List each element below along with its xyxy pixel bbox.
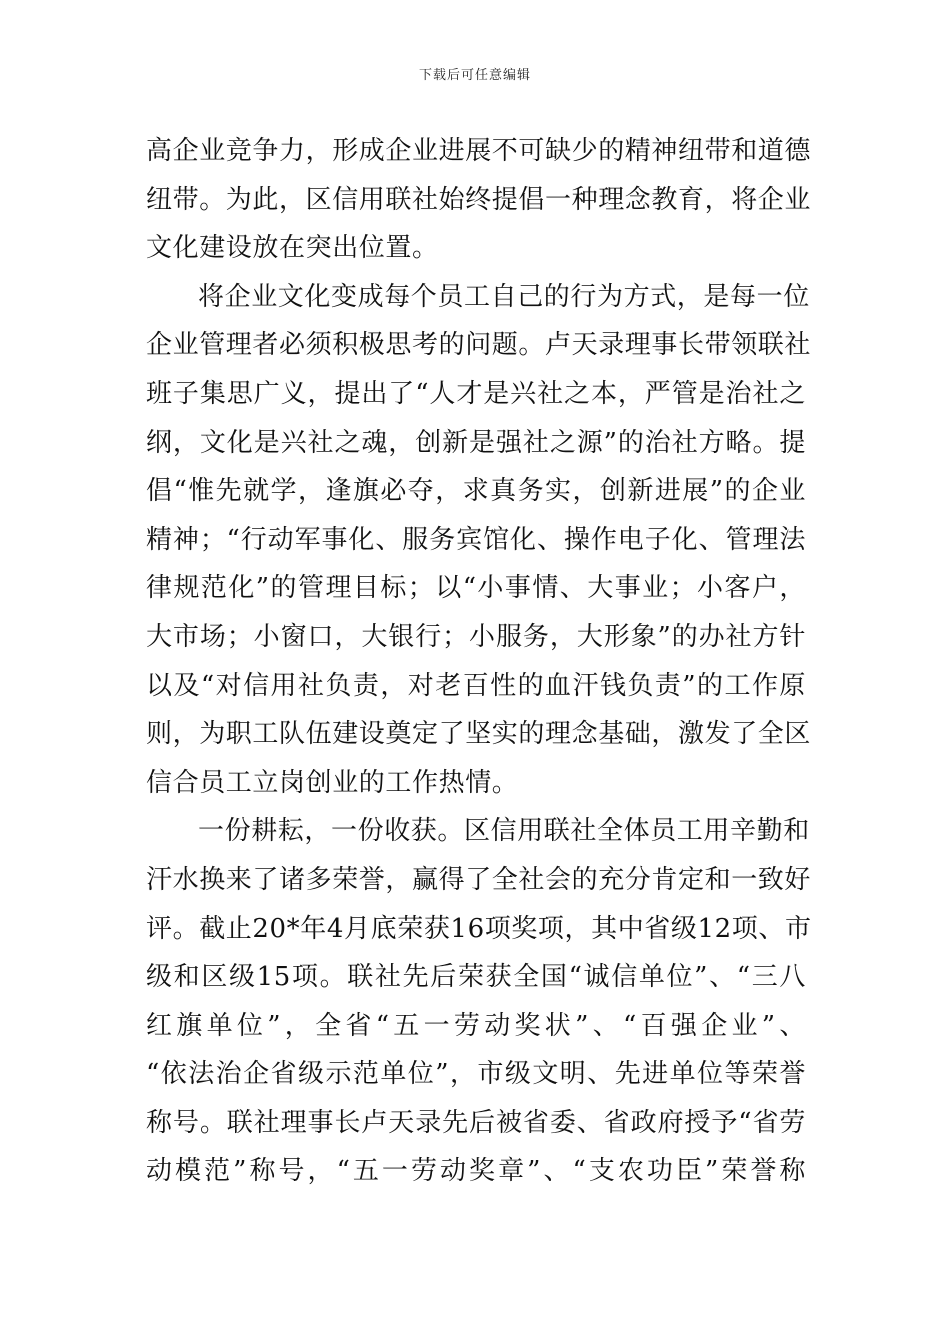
text-line: “依法治企省级示范单位”，市级文明、先进单位等荣誉 [146, 1059, 806, 1090]
text-line: 纽带。为此，区信用联社始终提倡一种理念教育，将企业 [146, 184, 812, 215]
text-line: 将企业文化变成每个员工自己的行为方式，是每一位 [198, 281, 810, 312]
text-line: 一份耕耘，一份收获。区信用联社全体员工用辛勤和 [198, 816, 810, 847]
text-line: 级和区级15项。联社先后荣获全国“诚信单位”、“三八 [146, 962, 806, 993]
text-line: 以及“对信用社负责，对老百性的血汗钱负责”的工作原 [146, 670, 806, 701]
text-line: 评。截止20*年4月底荣获16项奖项，其中省级12项、市 [146, 913, 812, 944]
text-line: 企业管理者必须积极思考的问题。卢天录理事长带领联社 [146, 330, 812, 361]
text-line: 汗水换来了诸多荣誉，赢得了全社会的充分肯定和一致好 [146, 864, 812, 895]
text-line: 信合员工立岗创业的工作热情。 [146, 767, 519, 798]
text-line: 红旗单位”，全省“五一劳动奖状”、“百强企业”、 [146, 1010, 806, 1041]
text-line: 精神；“行动军事化、服务宾馆化、操作电子化、管理法 [146, 524, 806, 555]
text-line: 称号。联社理事长卢天录先后被省委、省政府授予“省劳 [146, 1107, 806, 1138]
text-line: 则，为职工队伍建设奠定了坚实的理念基础，激发了全区 [146, 719, 812, 750]
text-line: 大市场；小窗口，大银行；小服务，大形象”的办社方针 [146, 621, 806, 652]
document-body [146, 127, 812, 1196]
text-line: 高企业竞争力，形成企业进展不可缺少的精神纽带和道德 [146, 136, 812, 166]
text-line: 动模范”称号，“五一劳动奖章”、“支农功臣”荣誉称 [146, 1156, 806, 1187]
text-line: 倡“惟先就学，逢旗必夺，求真务实，创新进展”的企业 [146, 476, 806, 507]
text-line: 文化建设放在突出位置。 [146, 233, 439, 264]
text-line: 班子集思广义，提出了“人才是兴社之本，严管是治社之 [146, 378, 806, 409]
text-line: 纲，文化是兴社之魂，创新是强社之源”的治社方略。提 [146, 427, 806, 458]
text-line: 律规范化”的管理目标；以“小事情、大事业；小客户， [146, 573, 806, 604]
page-header: 下载后可任意编辑 [418, 68, 531, 83]
